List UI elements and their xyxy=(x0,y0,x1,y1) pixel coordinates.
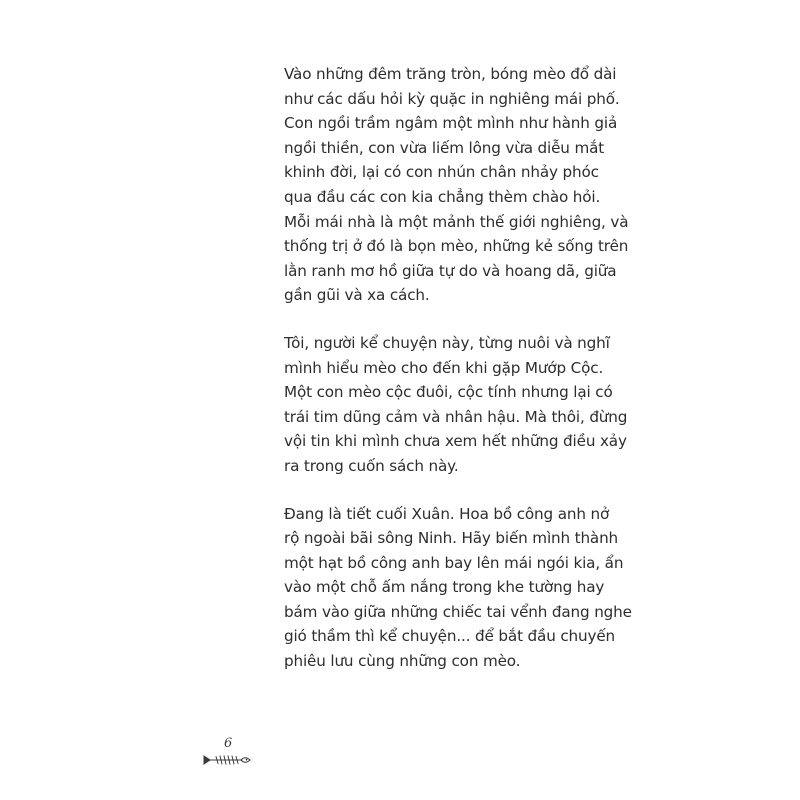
body-text xyxy=(284,62,632,697)
text-line: Tôi, người kể chuyện này, từng nuôi và nghĩ xyxy=(284,333,610,352)
text-line: trái tim dũng cảm và nhân hậu. Mà thôi, đừng xyxy=(284,407,628,426)
page-number: 6 xyxy=(224,736,233,751)
text-line: Một con mèo cộc đuôi, cộc tính nhưng lại có xyxy=(284,383,613,402)
paragraph-3 xyxy=(284,502,632,674)
fishbone-icon xyxy=(202,754,252,766)
text-line: ra trong cuốn sách này. xyxy=(284,456,459,475)
page-footer xyxy=(202,734,254,774)
text-line: mình hiểu mèo cho đến khi gặp Mướp Cộc. xyxy=(284,358,604,377)
text-line: lằn ranh mơ hồ giữa tự do và hoang dã, giữa xyxy=(284,261,617,280)
text-line: như các dấu hỏi kỳ quặc in nghiêng mái phố. xyxy=(284,89,620,108)
text-line: qua đầu các con kia chẳng thèm chào hỏi. xyxy=(284,187,601,206)
text-line: Con ngồi trầm ngâm một mình như hành giả xyxy=(284,114,618,133)
text-line: khinh đời, lại có con nhún chân nhảy phóc xyxy=(284,163,599,182)
text-line: bám vào giữa những chiếc tai vểnh đang nghe xyxy=(284,602,632,621)
text-line: ngồi thiền, con vừa liếm lông vừa diễu mắt xyxy=(284,138,605,157)
text-line: Mỗi mái nhà là một mảnh thế giới nghiêng, và xyxy=(284,212,629,231)
text-line: rộ ngoài bãi sông Ninh. Hãy biến mình thành xyxy=(284,529,619,548)
text-line: thống trị ở đó là bọn mèo, những kẻ sống trên xyxy=(284,237,629,256)
text-line: một hạt bồ công anh bay lên mái ngói kia, ẩn xyxy=(284,553,624,572)
text-line: Đang là tiết cuối Xuân. Hoa bồ công anh nở xyxy=(284,504,610,523)
text-line: gần gũi và xa cách. xyxy=(284,286,430,305)
text-line: gió thầm thì kể chuyện... để bắt đầu chuyến xyxy=(284,627,616,646)
text-line: vào một chỗ ấm nắng trong khe tường hay xyxy=(284,578,605,597)
text-line: phiêu lưu cùng những con mèo. xyxy=(284,652,521,671)
text-line: Vào những đêm trăng tròn, bóng mèo đổ dài xyxy=(284,65,617,83)
paragraph-2 xyxy=(284,331,628,479)
text-line: vội tin khi mình chưa xem hết những điều xảy xyxy=(284,432,627,451)
paragraph-1 xyxy=(284,62,629,308)
